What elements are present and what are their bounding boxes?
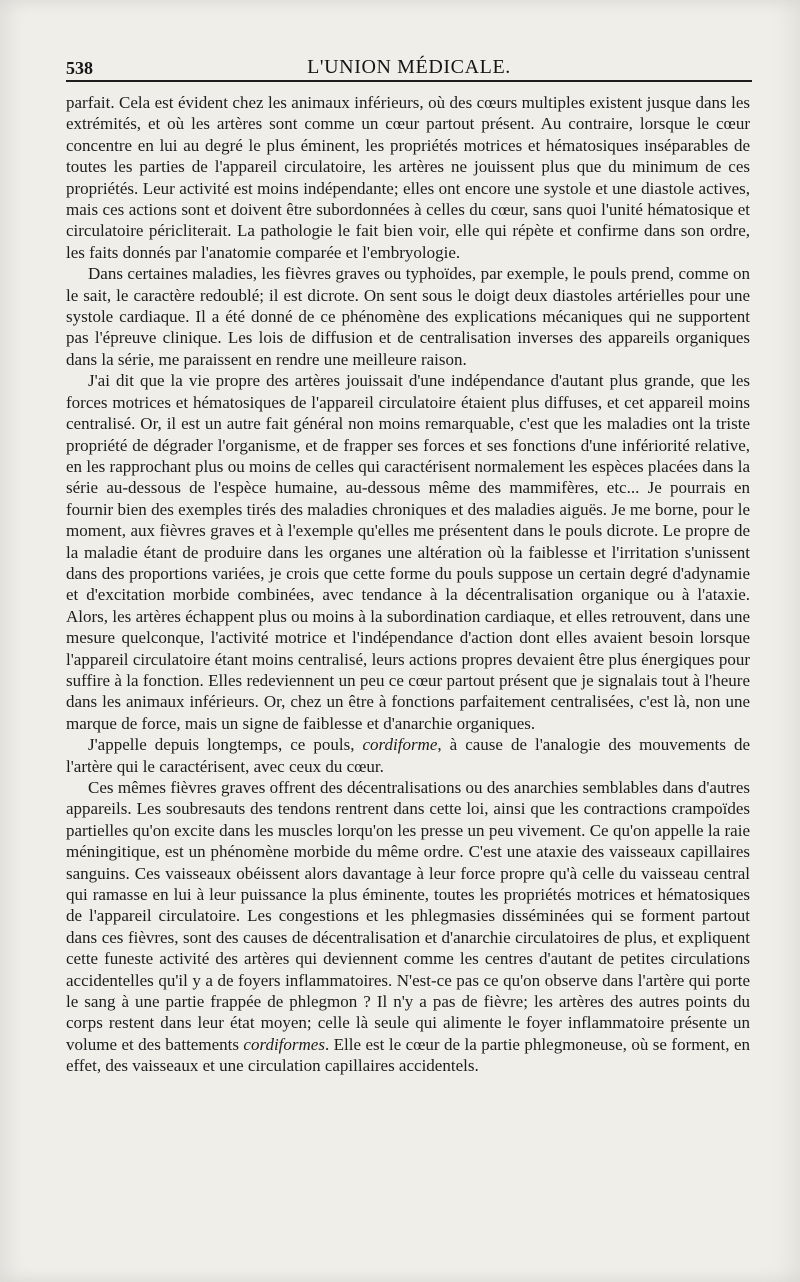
page-header — [66, 56, 752, 82]
page-number: 538 — [66, 58, 93, 78]
paragraph-continued: parfait. Cela est évident chez les animaux inférieurs, où des cœurs multiples existent jusque dans les extrémités, et où les artères sont comme un cœur partout présent. Au contraire, lorsque le cœur concentre en lui au degré le plus éminent, les propriétés motrices et hématosiques inséparables de toutes les parties de l'appareil circulatoire, les artères ne jouissent plus que du minimum de ces propriétés. Leur activité est moins indépendante; elles ont encore une systole et une diastole actives, mais ces actions sont et doivent être subordonnées à celles du cœur, sans quoi l'unité hématosique et circulatoire péricliterait. La pathologie le fait bien voir, elle qui répète et confirme dans son ordre, les faits donnés par l'anatomie comparée et l'embryologie. — [66, 93, 750, 262]
paragraph-arterial-independence: J'ai dit que la vie propre des artères jouissait d'une indépendance d'autant plus grande, que les forces motrices et hématosiques de l'appareil circulatoire étaient plus diffuses, et cet appareil moins centralisé. Or, il est un autre fait général non moins remarquable, c'est que les maladies ont la triste propriété de dégrader l'organisme, et de frapper ses forces et ses fonctions d'une infériorité relative, en les rapprochant plus ou moins de celles qui caractérisent normalement les espèces placées dans la série au-dessous de l'espèce humaine, au-dessous même des mammifères, etc... Je pourrais en fournir bien des exemples tirés des maladies chroniques et des maladies aiguës. Je me borne, pour le moment, aux fièvres graves et à l'exemple qu'elles me présentent dans le pouls dicrote. Le propre de la maladie étant de produire dans les organes une altération où la faiblesse et l'irritation s'unissent dans des proportions variées, je crois que cette forme du pouls suppose un certain degré d'adynamie et d'excitation morbide combinées, avec tendance à la décentralisation organique ou à l'ataxie. Alors, les artères échappent plus ou moins à la subordination cardiaque, et elles retrouvent, dans une mesure quelconque, l'activité motrice et l'indépendance d'action dont elles avaient besoin lorsque l'appareil circulatoire étant moins centralisé, leurs actions propres devaient être plus énergiques pour suffire à la fonction. Elles redeviennent un peu ce cœur partout présent que je signalais tout à l'heure dans les animaux inférieurs. Or, chez un être à fonctions parfaitement centralisées, c'est là, non une marque de force, mais un signe de faiblesse et d'anarchie organiques. — [66, 371, 750, 733]
paragraph-cordiform-pulse — [66, 734, 750, 777]
paragraph-cordiform-text-after: , à cause de l'analogie des mouvements de l'artère qui le caractérisent, avec ceux du cœur. — [66, 735, 751, 776]
journal-title: L'UNION MÉDICALE. — [307, 56, 511, 78]
paragraph-fever-text-after: . Elle est le cœur de la partie phlegmoneuse, où se forment, en effet, des vaisseaux et une circulation capillaires accidentels. — [66, 1034, 750, 1076]
italic-term-cordiforme: cordiforme — [362, 735, 438, 755]
paragraph-fever-decentralisation — [66, 777, 750, 1077]
paragraph-cordiform-text-before: J'appelle depuis longtemps, ce pouls, — [88, 735, 363, 755]
article-text — [66, 92, 750, 1077]
paragraph-fever-text-before: Ces mêmes fièvres graves offrent des décentralisations ou des anarchies semblables dans d'autres appareils. Les soubresauts des tendons rentrent dans cette loi, ainsi que les contractions crampoïdes partielles qu'on excite dans les muscles lorqu'on les presse un peu vivement. Ce qu'on appelle la raie méningitique, est un phénomène morbide du même ordre. C'est une ataxie des vaisseaux capillaires sanguins. Ces vaisseaux obéissent alors davantage à leur force propre qu'à celle du vaisseau central qui ramasse en lui à leur puissance la plus éminente, toutes les propriétés motrices et hématosiques de l'appareil circulatoire. Les congestions et les phlegmasies disséminées qui se forment partout dans ces fièvres, sont des causes de décentralisation et d'anarchie circulatoires de plus, et expliquent cette funeste activité des artères qui deviennent comme les centres d'autant de petites circulations accidentelles qu'il y a de foyers inflammatoires. N'est-ce pas ce qu'on observe dans l'artère qui porte le sang à une partie frappée de phlegmon ? Il n'y a pas de fièvre; les artères des autres points du corps restent dans leur état moyen; celle là seule qui alimente le foyer inflammatoire présente un volume et des battements — [66, 778, 750, 1054]
italic-term-cordiformes: cordiformes — [243, 1034, 325, 1054]
paragraph-dicrote-pulse: Dans certaines maladies, les fièvres graves ou typhoïdes, par exemple, le pouls prend, comme on le sait, le caractère redoublé; il est dicrote. On sent sous le doigt deux diastoles artérielles pour une systole cardiaque. Il a été donné de ce phénomène des explications mécaniques qui ne supportent pas l'épreuve clinique. Les lois de diffusion et de centralisation inverses des appareils organiques dans la série, me paraissent en rendre une meilleure raison. — [66, 264, 750, 369]
